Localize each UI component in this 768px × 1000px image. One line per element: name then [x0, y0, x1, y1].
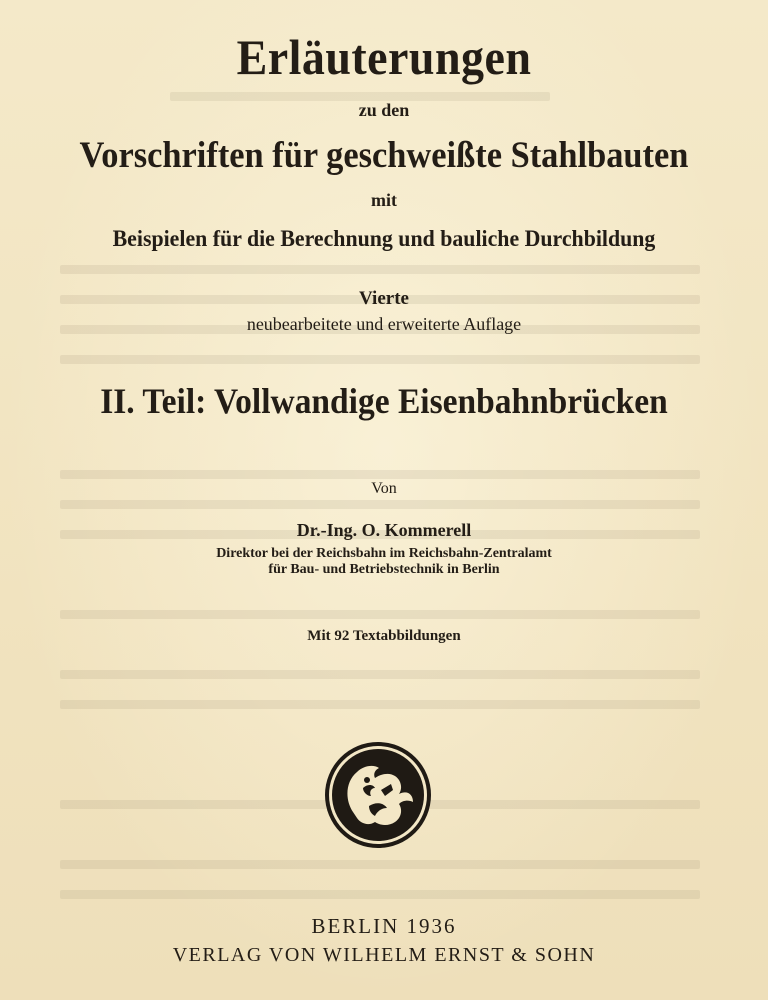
book-title: Erläuterungen [236, 29, 532, 85]
part-title: II. Teil: Vollwandige Eisenbahnbrücken [100, 381, 668, 421]
author-name: Dr.-Ing. O. Kommerell [296, 520, 472, 540]
imprint-place-year: BERLIN 1936 [311, 914, 457, 938]
author-role-line-2: für Bau- und Betriebstechnik in Berlin [268, 562, 500, 577]
illustrations-note: Mit 92 Textabbildungen [307, 628, 461, 644]
publisher-logo-icon [323, 740, 433, 850]
subtitle-connector-mit: mit [371, 190, 397, 210]
book-subtitle-2: Beispielen für die Berechnung und bauliche Durchbildung [112, 226, 656, 251]
author-by: Von [371, 480, 397, 497]
imprint-publisher: VERLAG VON WILHELM ERNST & SOHN [172, 944, 596, 966]
edition-ordinal: Vierte [359, 288, 409, 309]
edition-description: neubearbeitete und erweiterte Auflage [246, 314, 522, 334]
author-role-line-1: Direktor bei der Reichsbahn im Reichsbahn-Zentralamt [216, 546, 552, 561]
title-connector-zu-den: zu den [358, 100, 410, 120]
book-subtitle: Vorschriften für geschweißte Stahlbauten [79, 135, 689, 176]
